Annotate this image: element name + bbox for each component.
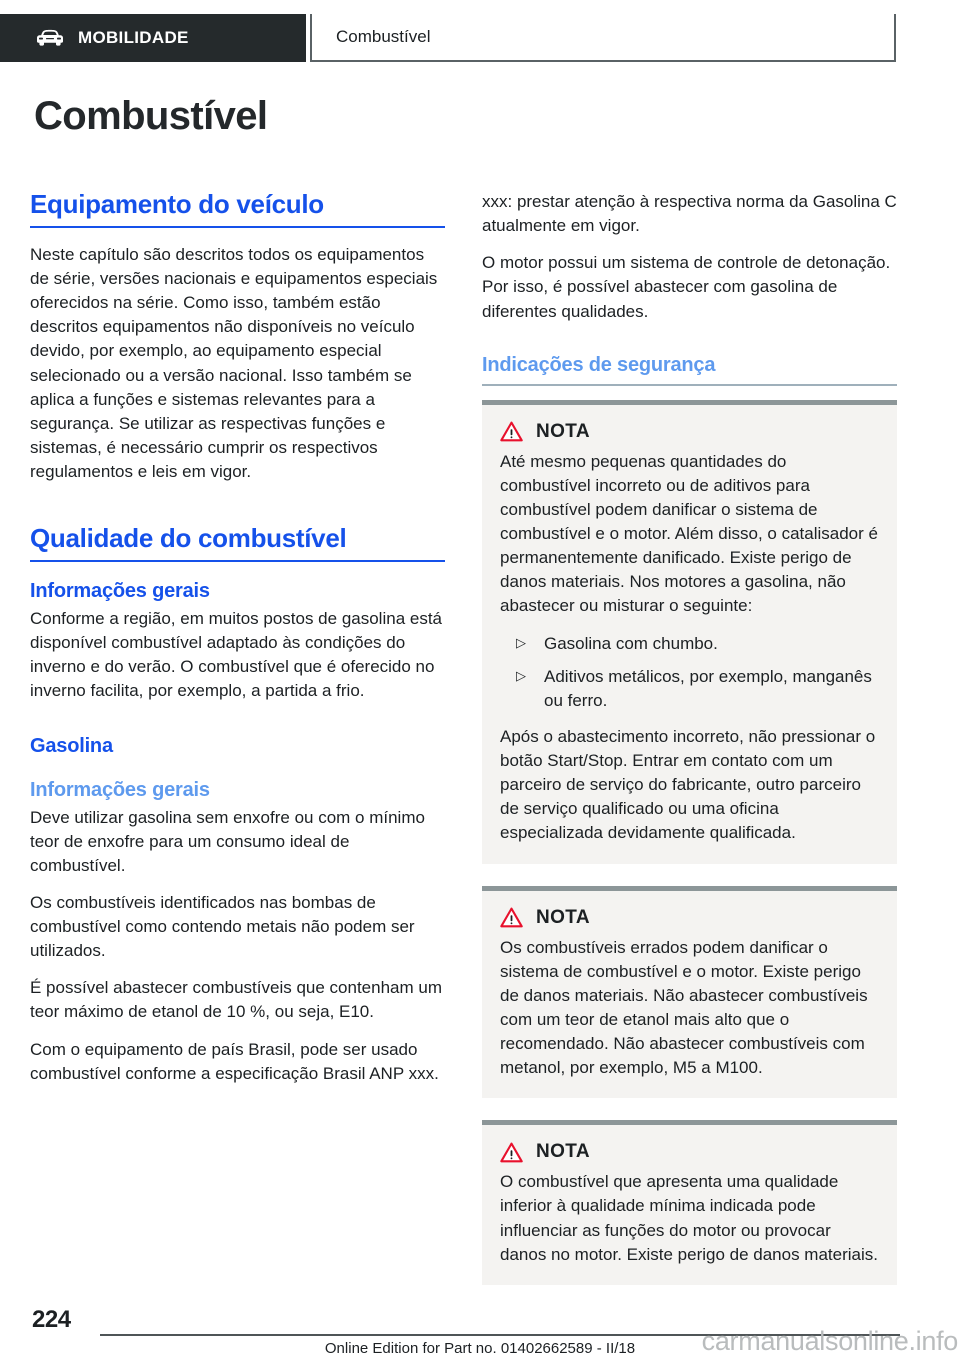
note-paragraph: Os combustíveis errados podem danificar o sistema de combustível e o motor. Existe perigo de danos materiais. Não abastecer combustíveis com um teor de etanol mais alto que o recomendado. Não abastecer combustíveis com metanol, por exemplo, M5 a M100. [500, 937, 868, 1078]
tab-mobilidade[interactable] [0, 14, 306, 62]
list-item-label: Aditivos metálicos, por exemplo, manganês ou ferro. [544, 666, 872, 710]
note-bullet-list [500, 632, 879, 713]
paragraph-gasolina-1: Deve utilizar gasolina sem enxofre ou com o mínimo teor de enxofre para um consumo ideal de combustível. [30, 807, 425, 875]
left-column [30, 190, 445, 1099]
watermark: carmanualsonline.info [701, 1326, 958, 1356]
list-item [500, 632, 879, 656]
subheading-informacoes-gerais-qualidade: Informações gerais [30, 580, 210, 603]
paragraph-gasolina-4: Com o equipamento de país Brasil, pode ser usado combustível conforme a especificação Brasil ANP xxx. [30, 1039, 439, 1083]
warning-triangle-icon [500, 907, 523, 928]
note-box [482, 400, 897, 864]
list-item-label: Gasolina com chumbo. [544, 633, 718, 653]
section-heading-equipamento-do-veiculo: Equipamento do veículo [30, 190, 445, 228]
right-column [482, 190, 897, 1307]
tab-combustivel[interactable] [310, 14, 896, 62]
note-box [482, 886, 897, 1099]
bullet-triangle-icon: ▷ [516, 667, 526, 683]
warning-triangle-icon [500, 1142, 523, 1163]
list-item [500, 665, 879, 713]
spacer [30, 498, 445, 524]
page-number: 224 [32, 1306, 71, 1333]
paragraph-continued-1: xxx: prestar atenção à respectiva norma da Gasolina C atualmente em vigor. [482, 192, 897, 236]
paragraph-gasolina-3: É possível abastecer combustíveis que contenham um teor máximo de etanol de 10 %, ou seja, E10. [30, 978, 442, 1022]
note-title: NOTA [536, 420, 591, 442]
note-header [500, 907, 879, 929]
tab-bar [0, 14, 960, 62]
bullet-triangle-icon: ▷ [516, 634, 526, 650]
car-front-icon [36, 28, 64, 48]
spacer [482, 337, 897, 353]
paragraph-equipamento: Neste capítulo são descritos todos os equipamentos de série, versões nacionais e equipamentos especiais oferecidos na série. Como isso, também estão descritos equipamentos não disponíveis no veículo devido, por exemplo, ao equipamento especial selecionado ou a versão nacional. Isso também se aplica a funções e sistemas relevantes para a segurança. Se utilizar as respectivas funções e sistemas, é necessário cumprir os respectivos regulamentos e leis em vigor. [30, 244, 438, 482]
note-header [500, 1141, 879, 1163]
footer-edition-note: Online Edition for Part no. 01402662589 - II/18 [324, 1340, 636, 1357]
note-title: NOTA [536, 906, 591, 928]
subheading-informacoes-gerais-gasolina: Informações gerais [30, 778, 210, 801]
note-paragraph: Após o abastecimento incorreto, não pressionar o botão Start/Stop. Entrar em contato com um parceiro de serviço do fabricante, outro parceiro de serviço qualificado ou uma oficina especializada devidamente qualificada. [500, 726, 876, 843]
note-title: NOTA [536, 1141, 591, 1163]
note-header [500, 421, 879, 443]
subheading-gasolina: Gasolina [30, 734, 113, 757]
page-title: Combustível [34, 94, 268, 138]
section-heading-qualidade-do-combustivel: Qualidade do combustível [30, 524, 445, 562]
paragraph-continued-2: O motor possui um sistema de controle de detonação. Por isso, é possível abastecer com gasolina de diferentes qualidades. [482, 253, 891, 321]
paragraph-informacoes-gerais-qualidade: Conforme a região, em muitos postos de gasolina está disponível combustível adaptado às condições do inverno e do verão. O combustível que é oferecido no inverno facilita, por exemplo, a partida a frio. [30, 609, 443, 701]
tab-mobilidade-label: MOBILIDADE [78, 28, 189, 47]
tab-combustivel-label: Combustível [336, 27, 431, 46]
paragraph-gasolina-2: Os combustíveis identificados nas bombas de combustível como contendo metais não podem ser utilizados. [30, 892, 415, 961]
spacer [30, 762, 445, 778]
note-paragraph: Até mesmo pequenas quantidades do combustível incorreto ou de aditivos para combustível podem danificar o sistema de combustível e o motor. Além disso, o catalisador é permanentemente danificado. Existe perigo de danos materiais. Nos motores a gasolina, não abastecer ou misturar o seguinte: [500, 451, 878, 616]
spacer [30, 718, 445, 734]
warning-triangle-icon [500, 421, 523, 442]
note-paragraph: O combustível que apresenta uma qualidade inferior à qualidade mínima indicada pode influenciar as funções do motor ou provocar danos no motor. Existe perigo de danos materiais. [500, 1172, 878, 1264]
note-box [482, 1120, 897, 1285]
spacer [30, 569, 445, 579]
subheading-indicacoes-de-seguranca: Indicações de segurança [482, 353, 897, 386]
